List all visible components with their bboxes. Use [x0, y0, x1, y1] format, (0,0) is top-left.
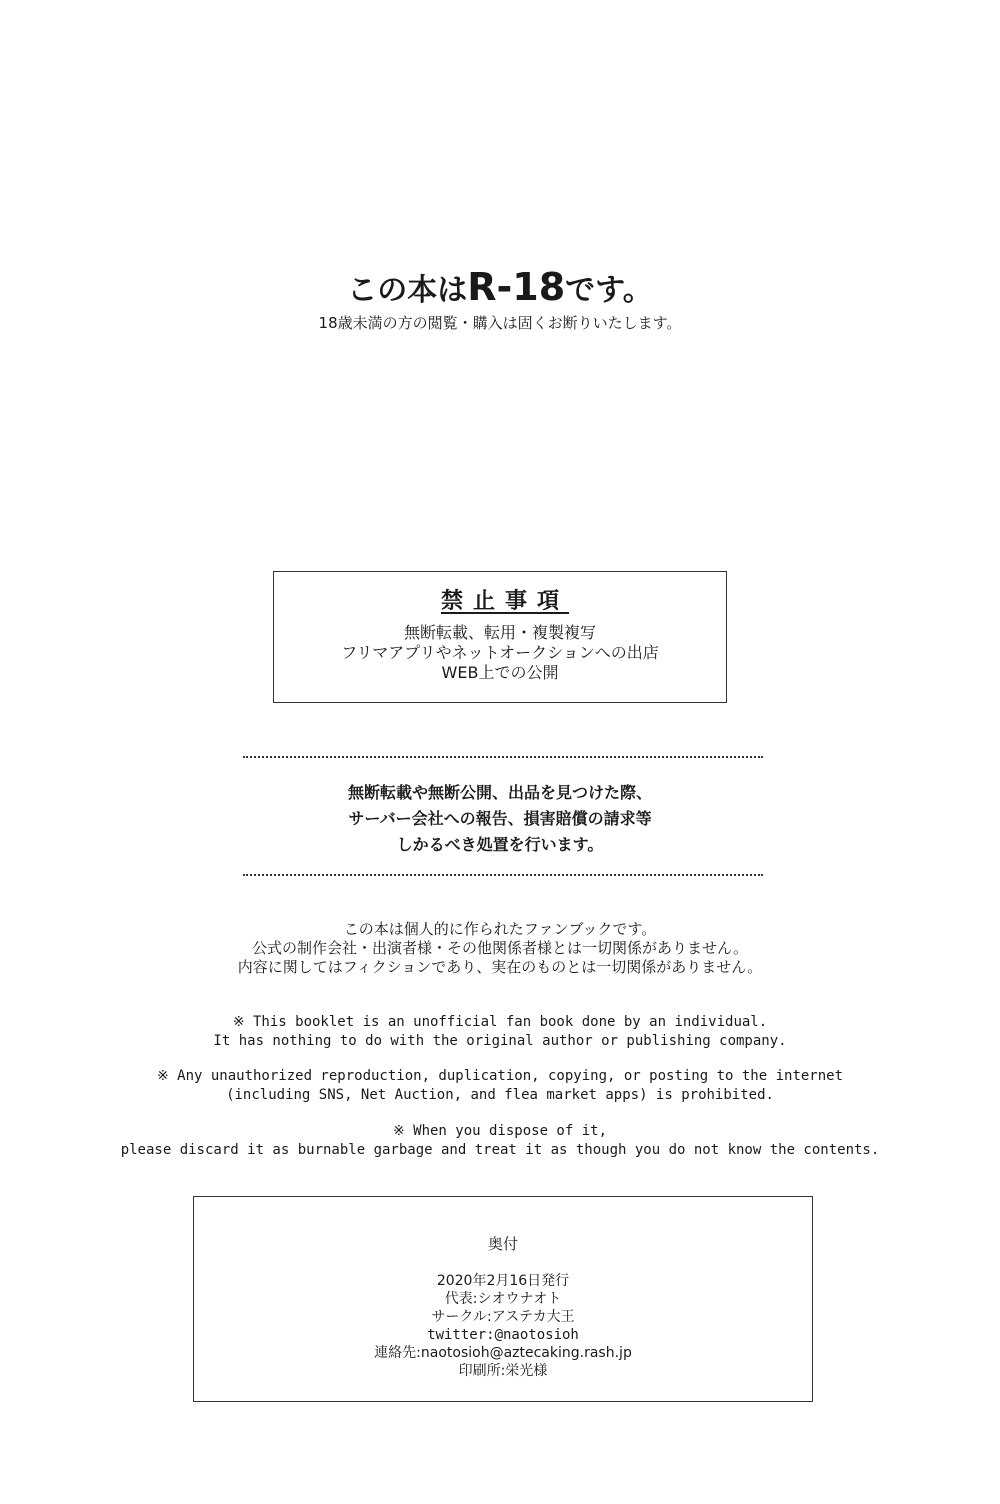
dotted-divider	[243, 756, 763, 758]
rating-title-suffix: です。	[565, 273, 653, 308]
warning-text	[0, 780, 1000, 858]
fanbook-line: この本は個人的に作られたファンブックです。	[343, 920, 657, 938]
warning-line: サーバー会社への報告、損害賠償の請求等	[348, 809, 652, 828]
english-notice-reproduction	[0, 1067, 1000, 1105]
contact-email: 連絡先:naotosioh@aztecaking.rash.jp	[374, 1345, 632, 1361]
representative: 代表:シオウナオト	[444, 1291, 562, 1307]
english-line: ※ When you dispose of it,	[392, 1123, 608, 1139]
warning-line: 無断転載や無断公開、出品を見つけた際、	[347, 783, 652, 802]
dotted-divider	[243, 874, 763, 876]
warning-line: しかるべき処置を行います。	[396, 835, 604, 854]
rating-label: R-18	[467, 265, 566, 309]
english-line: It has nothing to do with the original author or publishing company.	[213, 1033, 787, 1049]
prohibited-title: 禁止事項	[440, 589, 569, 614]
publish-date: 2020年2月16日発行	[436, 1273, 570, 1289]
english-line: ※ This booklet is an unofficial fan book done by an individual.	[232, 1014, 768, 1030]
circle-name: サークル:アステカ大王	[431, 1309, 575, 1325]
colophon-title: 奥付	[487, 1235, 518, 1253]
fanbook-notice	[0, 920, 1000, 977]
twitter-handle: twitter:@naotosioh	[427, 1327, 579, 1343]
english-notice-disposal	[0, 1122, 1000, 1160]
colophon-box	[193, 1196, 813, 1402]
prohibited-item: フリマアプリやネットオークションへの出店	[341, 643, 659, 662]
prohibited-item: WEB上での公開	[441, 663, 559, 682]
prohibited-box	[273, 571, 727, 703]
prohibited-item: 無断転載、転用・複製複写	[403, 623, 596, 642]
english-line: ※ Any unauthorized reproduction, duplication, copying, or posting to the internet	[156, 1068, 844, 1084]
rating-title-prefix: この本は	[347, 273, 468, 308]
fanbook-line: 内容に関してはフィクションであり、実在のものとは一切関係がありません。	[237, 958, 763, 976]
english-notice-unofficial	[0, 1013, 1000, 1051]
english-line: please discard it as burnable garbage and treat it as though you do not know the contents.	[120, 1142, 880, 1158]
printer: 印刷所:栄光様	[458, 1363, 548, 1379]
fanbook-line: 公式の制作会社・出演者様・その他関係者様とは一切関係がありません。	[252, 939, 748, 957]
rating-title	[0, 265, 1000, 309]
english-line: (including SNS, Net Auction, and flea market apps) is prohibited.	[226, 1087, 774, 1103]
rating-subtitle: 18歳未満の方の閲覧・購入は固くお断りいたします。	[318, 314, 682, 332]
